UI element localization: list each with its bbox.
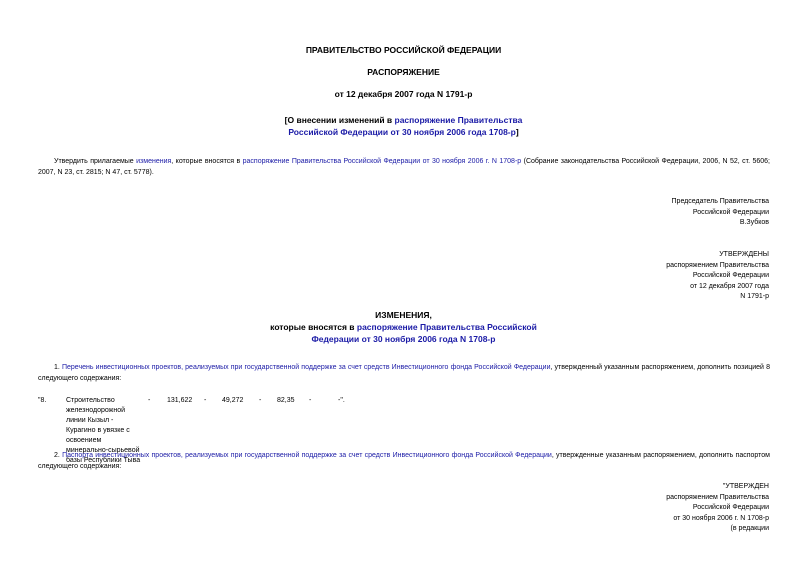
org-title: ПРАВИТЕЛЬСТВО РОССИЙСКОЙ ФЕДЕРАЦИИ [305, 45, 502, 55]
cell-5: - [259, 397, 262, 404]
row-number: "8. [38, 397, 47, 404]
approved-stamp-2: "УТВЕРЖДЕН распоряжением Правительства Российской Федерации от 30 ноября 2006 г. N 1708-р (в редакции [666, 483, 769, 532]
cell-8: -". [338, 397, 345, 404]
cell-1: - [148, 397, 151, 404]
doc-type: РАСПОРЯЖЕНИЕ [367, 67, 440, 77]
doc-title-open: [О внесении изменений в [284, 115, 395, 125]
doc-title-close: ] [515, 127, 519, 137]
changes-heading-link-2[interactable]: Федерации от 30 ноября 2006 года N 1708-р [311, 334, 496, 344]
changes-heading-2: которые вносятся в распоряжение Правительства Российской [270, 322, 537, 332]
intro-paragraph: Утвердить прилагаемые изменения, которые вносятся в распоряжение Правительства Российской Федерации от 30 ноября 2006 г. N 1708-р (Собрание законодательства Российской Федерации, 2006, N 52, ст. 5606; 2007, N 23, ст. 2815; N 47, ст. 5778). [38, 158, 770, 176]
project-list-link[interactable]: Перечень инвестиционных проектов, реализуемых при государственной поддержке за счет средств Инвестиционного фонда Российской Федерации [61, 364, 551, 371]
doc-title-link[interactable]: распоряжение Правительства Российской Федерации от 30 ноября 2006 года 1708-р [288, 115, 523, 137]
cell-2: 131,622 [167, 397, 193, 404]
doc-date-number: от 12 декабря 2007 года N 1791-р [334, 89, 473, 99]
cell-3: - [204, 397, 207, 404]
cell-4: 49,272 [222, 397, 244, 404]
project-passports-link[interactable]: Паспорта инвестиционных проектов, реализуемых при государственной поддержке за счет средств Инвестиционного фонда Российской Федерации [62, 452, 552, 459]
changes-heading-link-1[interactable]: распоряжение Правительства Российской [356, 322, 537, 332]
order-1708-link[interactable]: распоряжение Правительства Российской Федерации от 30 ноября 2006 г. N 1708-р [242, 158, 522, 165]
changes-heading-1: ИЗМЕНЕНИЯ, [375, 310, 432, 320]
changes-link[interactable]: изменения [136, 158, 172, 165]
approved-stamp: УТВЕРЖДЕНЫ распоряжением Правительства Российской Федерации от 12 декабря 2007 года N 1791-р [666, 251, 769, 300]
cell-6: 82,35 [277, 397, 295, 404]
item-1-paragraph: 1. Перечень инвестиционных проектов, реализуемых при государственной поддержке за счет средств Инвестиционного фонда Российской Федерации, утвержденный указанным распоряжением, дополнить позицией 8 следующего содержания: [38, 364, 770, 382]
changes-heading-3 [0, 333, 807, 345]
signature-block: Председатель Правительства Российской Федерации В.Зубков [671, 198, 769, 226]
doc-title [270, 114, 537, 138]
project-name: Строительство железнодорожной линии Кызыл - Курагино в увязке с освоением минерально-сырьевой базы Республики Тыва [66, 397, 141, 464]
cell-7: - [309, 397, 312, 404]
item-2-paragraph: 2. Паспорта инвестиционных проектов, реализуемых при государственной поддержке за счет средств Инвестиционного фонда Российской Федерации, утвержденные указанным распоряжением, дополнить паспортом следующего содержания: [38, 452, 770, 470]
